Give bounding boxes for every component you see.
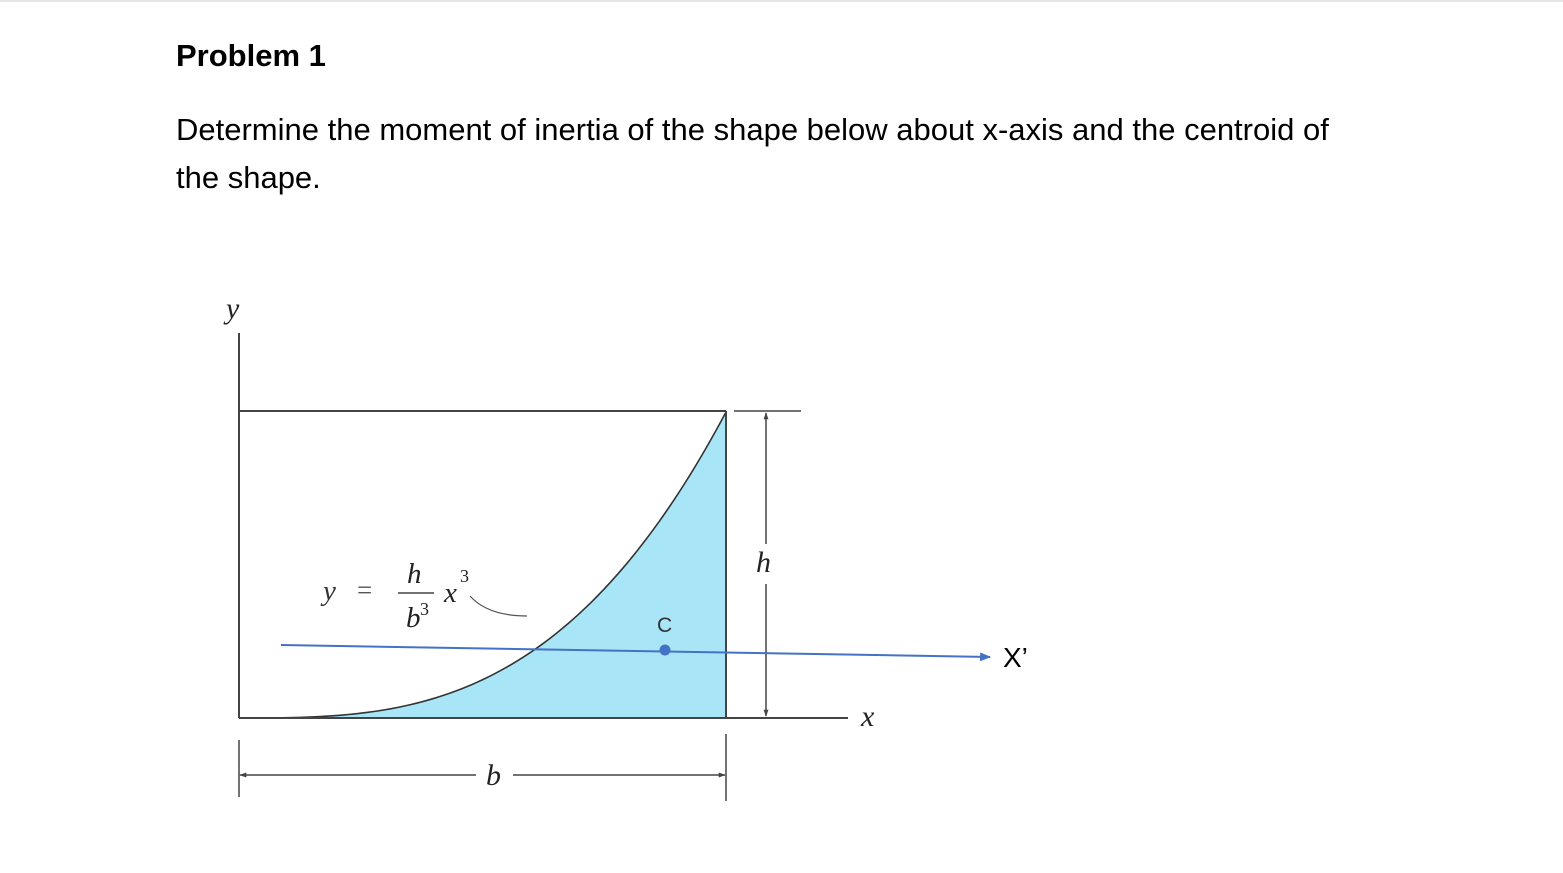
- equation-variable-exponent: 3: [460, 566, 469, 586]
- problem-statement: Determine the moment of inertia of the shape below about x-axis and the centroid of the shape.: [176, 112, 1329, 195]
- problem-title: Problem 1: [176, 38, 326, 73]
- equation-numerator: h: [407, 558, 422, 590]
- equation-variable: x: [444, 577, 457, 609]
- centroid-label: C: [657, 614, 673, 637]
- y-axis-label: y: [226, 292, 240, 325]
- height-label: h: [756, 546, 771, 579]
- curve-equation: [320, 558, 527, 634]
- shaded-area: [239, 412, 726, 718]
- x-axis-label: x: [861, 700, 875, 733]
- equation-lhs: y: [323, 575, 336, 607]
- width-label: b: [486, 759, 501, 792]
- centroidal-axis-label: X’: [1003, 642, 1028, 673]
- equation-denominator-exponent: 3: [420, 599, 429, 619]
- equation-denominator-base: b: [406, 602, 421, 634]
- equation-equals: =: [357, 575, 373, 605]
- centroid-point: [660, 645, 671, 656]
- equation-leader-line: [470, 596, 527, 616]
